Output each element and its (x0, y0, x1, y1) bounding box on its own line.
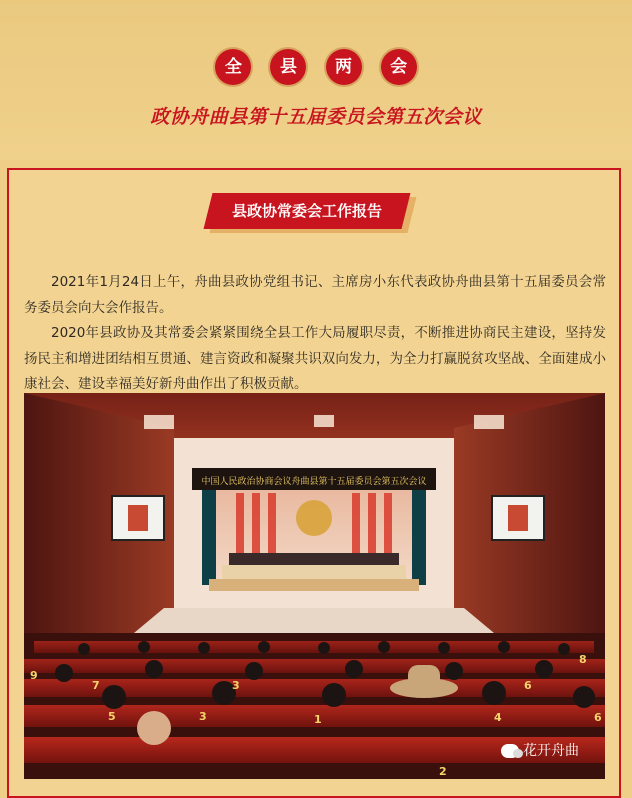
meeting-subtitle: 政协舟曲县第十五届委员会第五次会议 (150, 106, 482, 128)
article-body (24, 270, 606, 398)
seat-number: 4 (494, 711, 502, 724)
seat-number: 6 (594, 711, 602, 724)
meeting-hall-illustration (24, 393, 605, 779)
seat-number: 5 (108, 710, 116, 723)
watermark-text: 花开舟曲 (523, 743, 579, 759)
title-circles (0, 49, 632, 85)
paragraph: 2021年1月24日上午，舟曲县政协党组书记、主席房小东代表政协舟曲县第十五届委员会常务委员会向大会作报告。 (24, 274, 606, 316)
right-curtain (412, 490, 426, 585)
stage-banner-text: 中国人民政治协商会议舟曲县第十五届委员会第五次会议 (201, 477, 427, 487)
paragraph: 2020年县政协及其常委会紧紧围绕全县工作大局履职尽责，不断推进协商民主建设，坚持发扬民主和增进团结相互贯通、建言资政和凝聚共识双向发力，为全力打赢脱贫攻坚战、全面建成小康社会、建设幸福美好新舟曲作出了积极贡献。 (24, 325, 606, 392)
seat-number: 8 (579, 653, 587, 666)
left-curtain (202, 490, 216, 585)
seat-number: 9 (30, 669, 38, 682)
title-circle: 县 (270, 49, 306, 85)
seat-number: 3 (232, 679, 240, 692)
title-circle: 两 (326, 49, 362, 85)
watermark (501, 738, 579, 764)
bald-attendee (137, 711, 171, 745)
seat-number: 3 (199, 710, 207, 723)
emblem (296, 500, 332, 536)
wechat-icon (501, 744, 519, 758)
title-circle: 会 (381, 49, 417, 85)
seat-number: 6 (524, 679, 532, 692)
meeting-photo[interactable] (24, 393, 605, 779)
seat-number: 7 (92, 679, 100, 692)
title-circle: 全 (215, 49, 251, 85)
section-banner (208, 193, 416, 233)
seat-number: 1 (314, 713, 322, 726)
seat-number: 2 (439, 765, 447, 778)
section-banner-label: 县政协常委会工作报告 (231, 202, 382, 220)
